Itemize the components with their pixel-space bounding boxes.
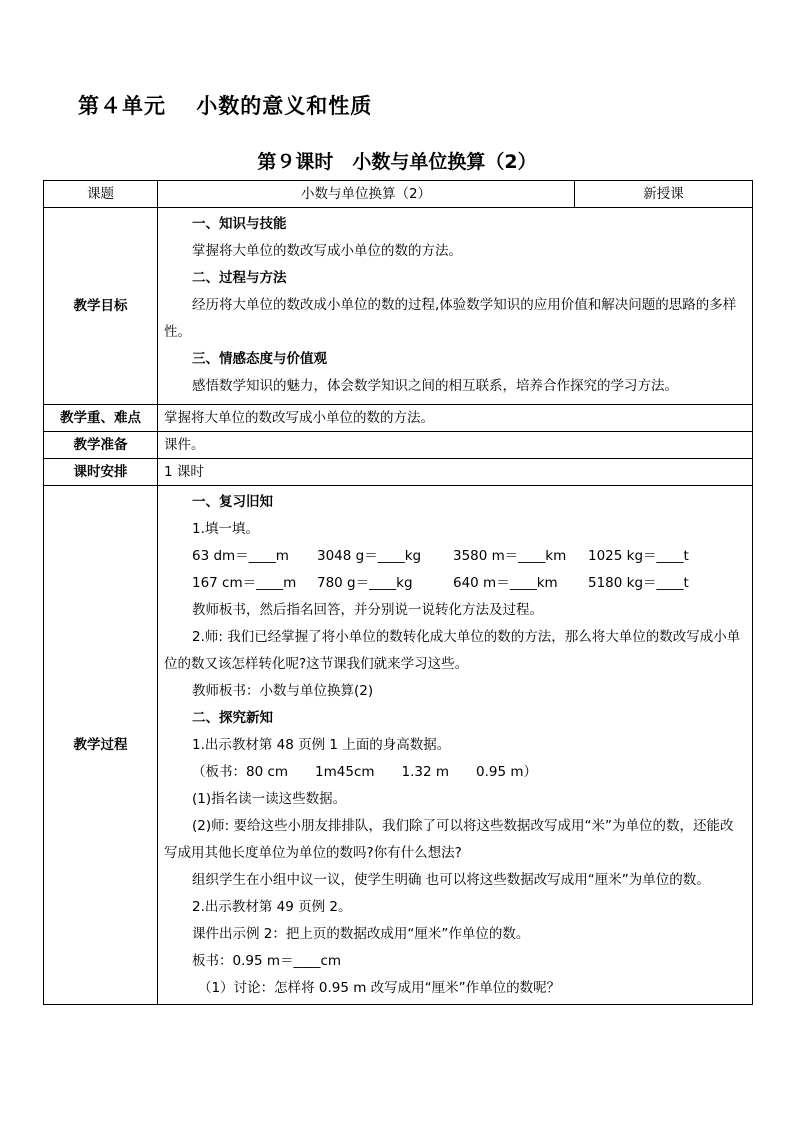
process-line: （板书：80 cm 1m45cm 1.32 m 0.95 m）	[192, 764, 538, 780]
process-line: 1.填一填。	[192, 521, 259, 537]
schedule-label: 课时安排	[44, 459, 158, 486]
process-line: 教师板书：小数与单位换算(2)	[192, 683, 374, 699]
objectives-heading-1: 一、知识与技能	[192, 216, 287, 232]
objectives-text-1: 掌握将大单位的数改写成小单位的数的方法。	[192, 243, 462, 259]
exercise-item: 1025 kg＝____t	[588, 548, 689, 564]
process-paragraph: 2.师: 我们已经掌握了将小单位的数转化成大单位的数的方法，那么将大单位的数改写成小单位的数又该怎样转化呢?这节课我们就来学习这些。	[164, 629, 741, 672]
objectives-text-2: 经历将大单位的数改成小单位的数的过程,体验数学知识的应用价值和解决问题的思路的多样性。	[164, 297, 737, 340]
key-points-label: 教学重、难点	[44, 405, 158, 432]
lesson-title: 第９课时 小数与单位换算（2）	[257, 151, 537, 173]
exercise-item: 5180 kg＝____t	[588, 575, 689, 591]
exercise-item: 640 m＝____km	[453, 575, 558, 591]
exercise-row-1	[164, 543, 746, 570]
header-topic-cell: 小数与单位换算（2）	[158, 181, 575, 208]
process-line: 板书：0.95 m＝____cm	[192, 953, 342, 969]
exercise-item: 780 g＝____kg	[317, 575, 413, 591]
objectives-text-3: 感悟数学知识的魅力，体会数学知识之间的相互联系，培养合作探究的学习方法。	[192, 378, 678, 394]
process-content	[158, 486, 753, 1005]
exercise-item: 3580 m＝____km	[453, 548, 567, 564]
process-line: 1.出示教材第 48 页例 1 上面的身高数据。	[192, 737, 451, 753]
process-line: 教师板书，然后指名回答，并分别说一说转化方法及过程。	[192, 602, 543, 618]
schedule-content: 1 课时	[158, 459, 753, 486]
objectives-content	[158, 208, 753, 405]
preparation-label: 教学准备	[44, 432, 158, 459]
exercise-row-2	[164, 570, 746, 597]
preparation-row	[44, 432, 753, 459]
objectives-row	[44, 208, 753, 405]
process-heading-2: 二、探究新知	[192, 710, 273, 726]
process-paragraph: (2)师: 要给这些小朋友排排队，我们除了可以将这些数据改写成用“米”为单位的数，还能改写成用其他长度单位为单位的数吗?你有什么想法?	[164, 818, 734, 861]
key-points-row	[44, 405, 753, 432]
exercise-item: 167 cm＝____m	[192, 575, 297, 591]
header-row	[44, 181, 753, 208]
header-type-cell: 新授课	[575, 181, 753, 208]
lesson-plan-table	[43, 180, 753, 1005]
exercise-item: 3048 g＝____kg	[317, 548, 422, 564]
preparation-content: 课件。	[158, 432, 753, 459]
process-line: 课件出示例 2：把上页的数据改成用“厘米”作单位的数。	[192, 926, 530, 942]
objectives-heading-2: 二、过程与方法	[192, 270, 287, 286]
header-label-cell: 课题	[44, 181, 158, 208]
exercise-item: 63 dm＝____m	[192, 548, 289, 564]
process-label: 教学过程	[44, 486, 158, 1005]
process-line: (1)指名读一读这些数据。	[192, 791, 347, 807]
process-heading-1: 一、复习旧知	[192, 494, 273, 510]
objectives-heading-3: 三、情感态度与价值观	[192, 351, 327, 367]
unit-title: 第４单元 小数的意义和性质	[78, 94, 373, 118]
process-line: 2.出示教材第 49 页例 2。	[192, 899, 352, 915]
key-points-content: 掌握将大单位的数改写成小单位的数的方法。	[158, 405, 753, 432]
process-paragraph: 组织学生在小组中议一议，使学生明确 也可以将这些数据改写成用“厘米”为单位的数。	[192, 872, 710, 888]
process-row	[44, 486, 753, 1005]
process-line: （1）讨论：怎样将 0.95 m 改写成用“厘米”作单位的数呢？	[198, 980, 561, 996]
schedule-row	[44, 459, 753, 486]
objectives-label: 教学目标	[44, 208, 158, 405]
